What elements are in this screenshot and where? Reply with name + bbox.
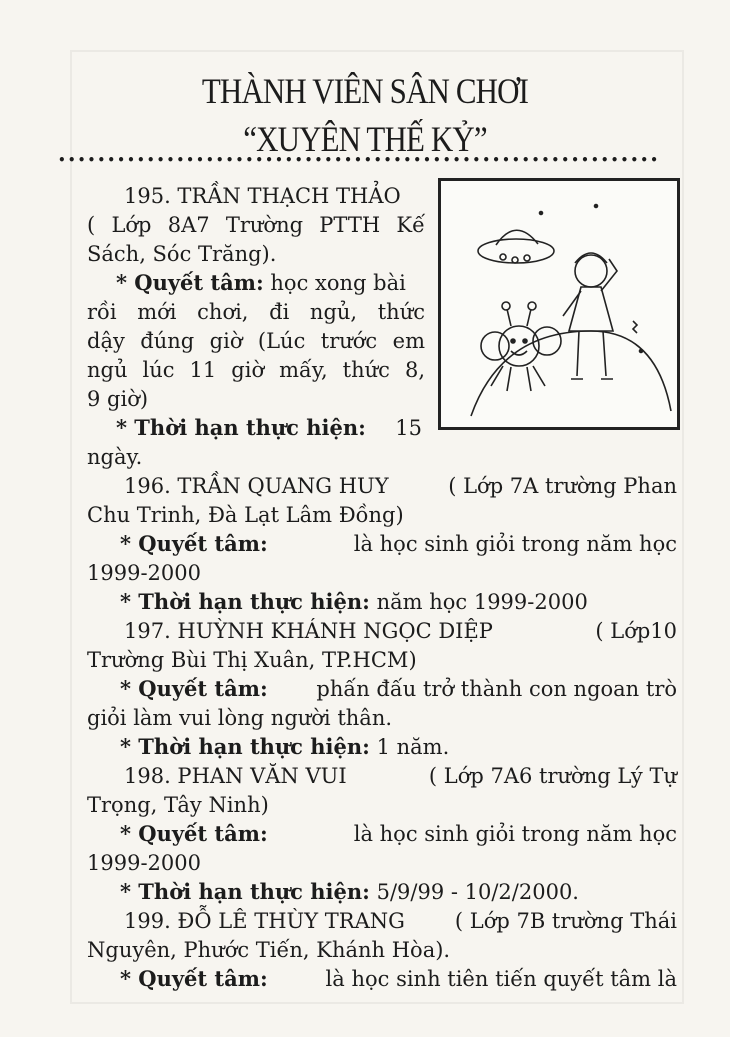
- kids-ufo-drawing: [441, 181, 677, 427]
- deadline-text: năm học 1999-2000: [376, 590, 588, 614]
- entry-196-line2: Chu Trinh, Đà Lạt Lâm Đồng): [87, 503, 404, 527]
- entry-198-deadline: [120, 879, 579, 905]
- dotted-divider: •••••••••••••••••••••••••••••••••••••••••••••••••••••••••••••: [58, 153, 661, 167]
- entry-195-heading: 195. TRẦN THẠCH THẢO: [124, 184, 401, 208]
- entry-199-goal: [120, 966, 677, 992]
- entry-196-school: ( Lớp 7A trường Phan: [448, 474, 677, 498]
- entry-196-line4: 1999-2000: [87, 561, 201, 585]
- goal-label: * Quyết tâm:: [120, 531, 268, 556]
- entry-195-school: ( Lớp 8A7 Trường PTTH Kế: [87, 213, 425, 237]
- entry-195-line6: [87, 328, 425, 354]
- goal-text-cont: rồi mới chơi, đi ngủ, thức: [87, 300, 425, 324]
- deadline-text: 1 năm.: [376, 735, 450, 759]
- entry-197-line2: Trường Bùi Thị Xuân, TP.HCM): [87, 648, 417, 672]
- entry-195-line2: [87, 212, 425, 238]
- goal-label: * Quyết tâm:: [120, 676, 268, 701]
- deadline-label: * Thời hạn thực hiện:: [120, 879, 370, 904]
- entry-195-line10: ngày.: [87, 445, 143, 469]
- entry-196-heading: [124, 473, 677, 499]
- entry-198-school: ( Lớp 7A6 trường Lý Tự: [428, 764, 677, 788]
- goal-label: * Quyết tâm:: [116, 270, 264, 295]
- entry-198-goal: [120, 821, 677, 847]
- entry-197-line4: giỏi làm vui lòng người thân.: [87, 706, 393, 730]
- entry-199-school: ( Lớp 7B trường Thái: [454, 909, 677, 933]
- entry-196-deadline: [120, 589, 588, 615]
- goal-text: là học sinh tiên tiến quyết tâm là: [325, 967, 677, 991]
- goal-text-cont: ngủ lúc 11 giờ mấy, thức 8,: [87, 358, 425, 382]
- entry-197-heading: [124, 618, 677, 644]
- entry-198-line4: 1999-2000: [87, 851, 201, 875]
- page-title-line2: “XUYÊN THẾ KỶ”: [243, 119, 487, 159]
- deadline-label: * Thời hạn thực hiện:: [116, 415, 366, 440]
- goal-text: là học sinh giỏi trong năm học: [353, 822, 677, 846]
- goal-text-cont: dậy đúng giờ (Lúc trước em: [87, 329, 425, 353]
- entry-197-deadline: [120, 734, 449, 760]
- deadline-label: * Thời hạn thực hiện:: [120, 734, 370, 759]
- entry-197-name: 197. HUỲNH KHÁNH NGỌC DIỆP: [124, 619, 493, 643]
- entry-199-name: 199. ĐỖ LÊ THÙY TRANG: [124, 909, 405, 933]
- entry-199-line2: Nguyên, Phước Tiến, Khánh Hòa).: [87, 938, 451, 962]
- entry-195-line3: Sách, Sóc Trăng).: [87, 242, 277, 266]
- deadline-label: * Thời hạn thực hiện:: [120, 589, 370, 614]
- entry-197-goal: [120, 676, 677, 702]
- entry-197-school: ( Lớp10: [595, 619, 677, 643]
- entry-196-goal: [120, 531, 677, 557]
- goal-text: là học sinh giỏi trong năm học: [353, 532, 677, 556]
- entry-195-line7: [87, 357, 425, 383]
- deadline-text: 15: [395, 416, 422, 440]
- entry-195-line5: [87, 299, 425, 325]
- entry-198-line2: Trọng, Tây Ninh): [87, 793, 269, 817]
- entry-195-line8: 9 giờ): [87, 387, 149, 411]
- entry-199-heading: [124, 908, 677, 934]
- entry-196-name: 196. TRẦN QUANG HUY: [124, 474, 389, 498]
- entry-198-heading: [124, 763, 677, 789]
- goal-text: học xong bài: [270, 271, 406, 295]
- deadline-text: 5/9/99 - 10/2/2000.: [376, 880, 579, 904]
- entry-195-goal: [116, 270, 406, 296]
- goal-label: * Quyết tâm:: [120, 966, 268, 991]
- entry-198-name: 198. PHAN VĂN VUI: [124, 764, 347, 788]
- cartoon-illustration: [438, 178, 680, 430]
- goal-text: phấn đấu trở thành con ngoan trò: [316, 677, 677, 701]
- page-title-line1: THÀNH VIÊN SÂN CHƠI: [201, 71, 529, 111]
- goal-label: * Quyết tâm:: [120, 821, 268, 846]
- entry-195-deadline: [116, 415, 422, 441]
